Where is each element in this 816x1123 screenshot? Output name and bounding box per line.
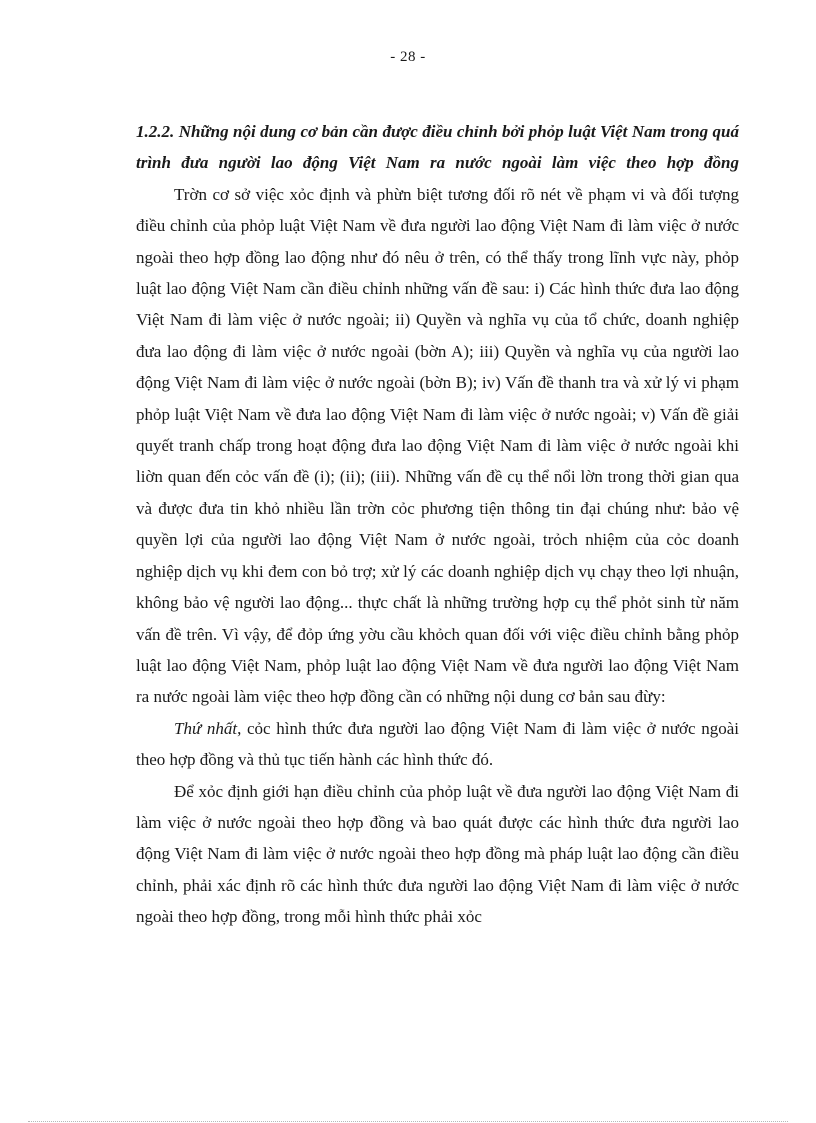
document-body <box>136 116 739 933</box>
page-number: - 28 - <box>390 49 426 65</box>
paragraph-lead-italic: Thứ nhất <box>174 718 238 738</box>
section-heading: 1.2.2. Những nội dung cơ bản cần được điều chỉnh bởi phỏp luật Việt Nam trong quá trình đưa người lao động Việt Nam ra nước ngoài làm việc theo hợp đồng <box>136 122 739 173</box>
page-bottom-divider <box>28 1121 788 1122</box>
paragraph-first-point-text: , cỏc hình thức đưa người lao động Việt Nam đi làm việc ở nước ngoài theo hợp đồng và thủ tục tiến hành các hình thức đó. <box>136 718 739 770</box>
paragraph-first-point <box>136 713 739 776</box>
paragraph-overview: Trờn cơ sở việc xỏc định và phừn biệt tương đối rõ nét về phạm vi và đối tượng điều chỉnh của phỏp luật Việt Nam về đưa người lao động Việt Nam đi làm việc ở nước ngoài theo hợp đồng lao động như đó nêu ở trên, có thể thấy trong lĩnh vực này, phỏp luật lao động Việt Nam cần điều chỉnh những vấn đề sau: i) Các hình thức đưa lao động Việt Nam đi làm việc ở nước ngoài; ii) Quyền và nghĩa vụ của tổ chức, doanh nghiệp đưa lao động đi làm việc ở nước ngoài (bờn A); iii) Quyền và nghĩa vụ của người lao động Việt Nam đi làm việc ở nước ngoài (bờn B); iv) Vấn đề thanh tra và xử lý vi phạm phỏp luật Việt Nam về đưa lao động Việt Nam đi làm việc ở nước ngoài; v) Vấn đề giải quyết tranh chấp trong hoạt động đưa lao động Việt Nam đi làm việc ở nước ngoài khi liờn quan đến cỏc vấn đề (i); (ii); (iii). Những vấn đề cụ thể nổi lờn trong thời gian qua và được đưa tin khỏ nhiều lần trờn cỏc phương tiện thông tin đại chúng như: bảo vệ quyền lợi của người lao động Việt Nam ở nước ngoài, trỏch nhiệm của cỏc doanh nghiệp dịch vụ khi đem con bỏ trợ; xử lý các doanh nghiệp dịch vụ chạy theo lợi nhuận, không bảo vệ người lao động... thực chất là những trường hợp cụ thể phỏt sinh từ năm vấn đề trên. Vì vậy, để đỏp ứng yờu cầu khỏch quan đối với việc điều chỉnh bằng phỏp luật lao động Việt Nam, phỏp luật lao động Việt Nam về đưa người lao động Việt Nam ra nước ngoài làm việc theo hợp đồng cần có những nội dung cơ bản sau đừy: <box>136 184 739 707</box>
paragraph-scope: Để xỏc định giới hạn điều chỉnh của phỏp luật về đưa người lao động Việt Nam đi làm việc ở nước ngoài theo hợp đồng và bao quát được các hình thức đưa người lao động Việt Nam đi làm việc ở nước ngoài theo hợp đồng mà pháp luật lao động cần điều chỉnh, phải xác định rõ các hình thức đưa người lao động Việt Nam đi làm việc ở nước ngoài theo hợp đồng, trong mỗi hình thức phải xỏc <box>136 781 739 927</box>
